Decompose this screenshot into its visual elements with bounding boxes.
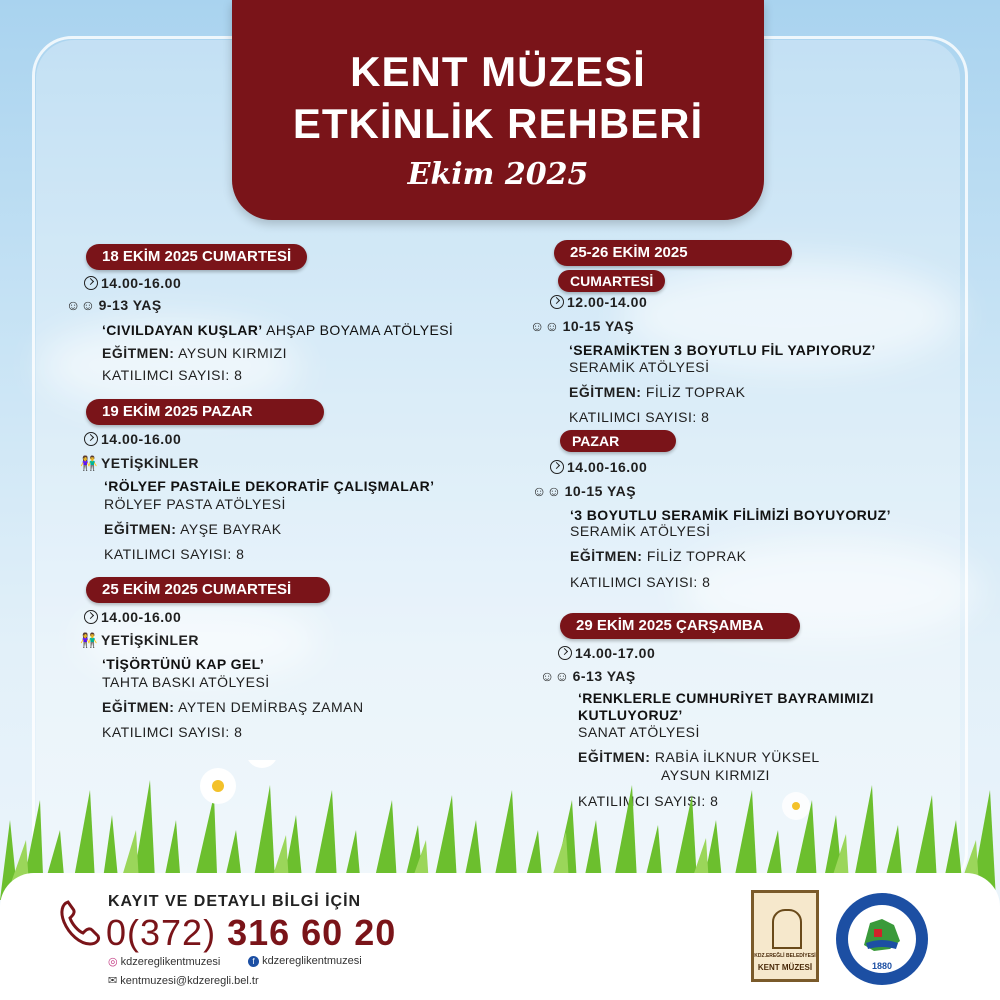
clock-icon — [550, 295, 564, 309]
event-audience: 👫 YETİŞKİNLER — [80, 455, 200, 471]
event-workshop: RÖLYEF PASTA ATÖLYESİ — [104, 496, 286, 512]
event-workshop: SERAMİK ATÖLYESİ — [569, 359, 710, 375]
instagram-link[interactable]: ◎ kdzereglikentmuzesi — [108, 956, 221, 968]
event-time: 14.00-16.00 — [550, 459, 647, 475]
facebook-link[interactable]: f kdzereglikentmuzesi — [248, 955, 362, 967]
event-day-pill: PAZAR — [560, 430, 676, 452]
event-title: ‘SERAMİKTEN 3 BOYUTLU FİL YAPIYORUZ’ — [569, 342, 876, 358]
clock-icon — [84, 276, 98, 290]
municipality-emblem-icon — [860, 915, 904, 955]
event-title-line-1: ‘RENKLERLE CUMHURİYET BAYRAMIMIZI — [578, 690, 874, 706]
event-instructor: EĞİTMEN: AYSUN KIRMIZI — [102, 345, 287, 361]
header-banner — [232, 0, 764, 220]
event-date-pill: 25-26 EKİM 2025 — [554, 240, 792, 266]
event-workshop: SERAMİK ATÖLYESİ — [570, 523, 711, 539]
clock-icon — [84, 432, 98, 446]
event-title: ‘RÖLYEF PASTAİLE DEKORATİF ÇALIŞMALAR’ — [104, 478, 435, 494]
event-instructor-2: AYSUN KIRMIZI — [661, 767, 770, 783]
adults-icon: 👫 — [80, 632, 98, 648]
kids-icon: ☺☺ — [530, 318, 560, 334]
belediye-logo: 1880 — [836, 893, 928, 985]
event-audience: ☺☺ 10-15 YAŞ — [530, 318, 635, 334]
event-title: ‘CIVILDAYAN KUŞLAR’ AHŞAP BOYAMA ATÖLYESİ — [102, 322, 454, 338]
event-time: 14.00-16.00 — [84, 609, 181, 625]
event-title-line-2: KUTLUYORUZ’ — [578, 707, 683, 723]
footer-label: KAYIT VE DETAYLI BİLGİ İÇİN — [108, 893, 362, 910]
subtitle: Ekim 2025 — [407, 157, 589, 192]
event-participants: KATILIMCI SAYISI: 8 — [570, 574, 711, 590]
instagram-icon: ◎ — [108, 956, 118, 968]
event-date-pill: 25 EKİM 2025 CUMARTESİ — [86, 577, 330, 603]
email-link[interactable]: ✉ kentmuzesi@kdzeregli.bel.tr — [108, 975, 259, 987]
event-title: ‘3 BOYUTLU SERAMİK FİLİMİZİ BOYUYORUZ’ — [570, 507, 891, 523]
facebook-icon: f — [248, 956, 259, 967]
clock-icon — [550, 460, 564, 474]
event-audience: 👫 YETİŞKİNLER — [80, 632, 200, 648]
mail-icon: ✉ — [108, 975, 118, 987]
event-instructor: EĞİTMEN: FİLİZ TOPRAK — [570, 548, 747, 564]
event-participants: KATILIMCI SAYISI: 8 — [578, 793, 719, 809]
event-time: 14.00-16.00 — [84, 275, 181, 291]
title-line-1: KENT MÜZESİ — [350, 48, 646, 95]
event-audience: ☺☺ 6-13 YAŞ — [540, 668, 636, 684]
event-instructor: EĞİTMEN: FİLİZ TOPRAK — [569, 384, 746, 400]
event-date-pill: 29 EKİM 2025 ÇARŞAMBA — [560, 613, 800, 639]
event-instructor: EĞİTMEN: AYŞE BAYRAK — [104, 521, 282, 537]
phone-icon — [58, 898, 102, 948]
clock-icon — [558, 646, 572, 660]
event-time: 14.00-17.00 — [558, 645, 655, 661]
event-date-pill: 19 EKİM 2025 PAZAR — [86, 399, 324, 425]
event-workshop: TAHTA BASKI ATÖLYESİ — [102, 674, 270, 690]
kids-icon: ☺☺ — [66, 297, 96, 313]
clock-icon — [84, 610, 98, 624]
event-workshop: SANAT ATÖLYESİ — [578, 724, 700, 740]
kids-icon: ☺☺ — [540, 668, 570, 684]
arch-icon — [772, 909, 802, 949]
kids-icon: ☺☺ — [532, 483, 562, 499]
event-instructor: EĞİTMEN: RABİA İLKNUR YÜKSEL — [578, 749, 820, 765]
event-time: 14.00-16.00 — [84, 431, 181, 447]
event-audience: ☺☺ 10-15 YAŞ — [532, 483, 637, 499]
title-line-2: ETKİNLİK REHBERİ — [292, 100, 704, 147]
adults-icon: 👫 — [80, 455, 98, 471]
event-participants: KATILIMCI SAYISI: 8 — [102, 724, 243, 740]
event-title: ‘TİŞÖRTÜNÜ KAP GEL’ — [102, 656, 265, 672]
phone-number[interactable]: 0(372) 316 60 20 — [106, 912, 397, 953]
event-participants: KATILIMCI SAYISI: 8 — [102, 367, 243, 383]
event-participants: KATILIMCI SAYISI: 8 — [104, 546, 245, 562]
event-time: 12.00-14.00 — [550, 294, 647, 310]
event-participants: KATILIMCI SAYISI: 8 — [569, 409, 710, 425]
kent-muzesi-logo: KDZ.EREĞLİ BELEDİYESİ KENT MÜZESİ — [751, 890, 819, 982]
event-date-pill: 18 EKİM 2025 CUMARTESİ — [86, 244, 307, 270]
event-instructor: EĞİTMEN: AYTEN DEMİRBAŞ ZAMAN — [102, 699, 364, 715]
event-audience: ☺☺ 9-13 YAŞ — [66, 297, 162, 313]
event-day-pill: CUMARTESİ — [558, 270, 665, 292]
